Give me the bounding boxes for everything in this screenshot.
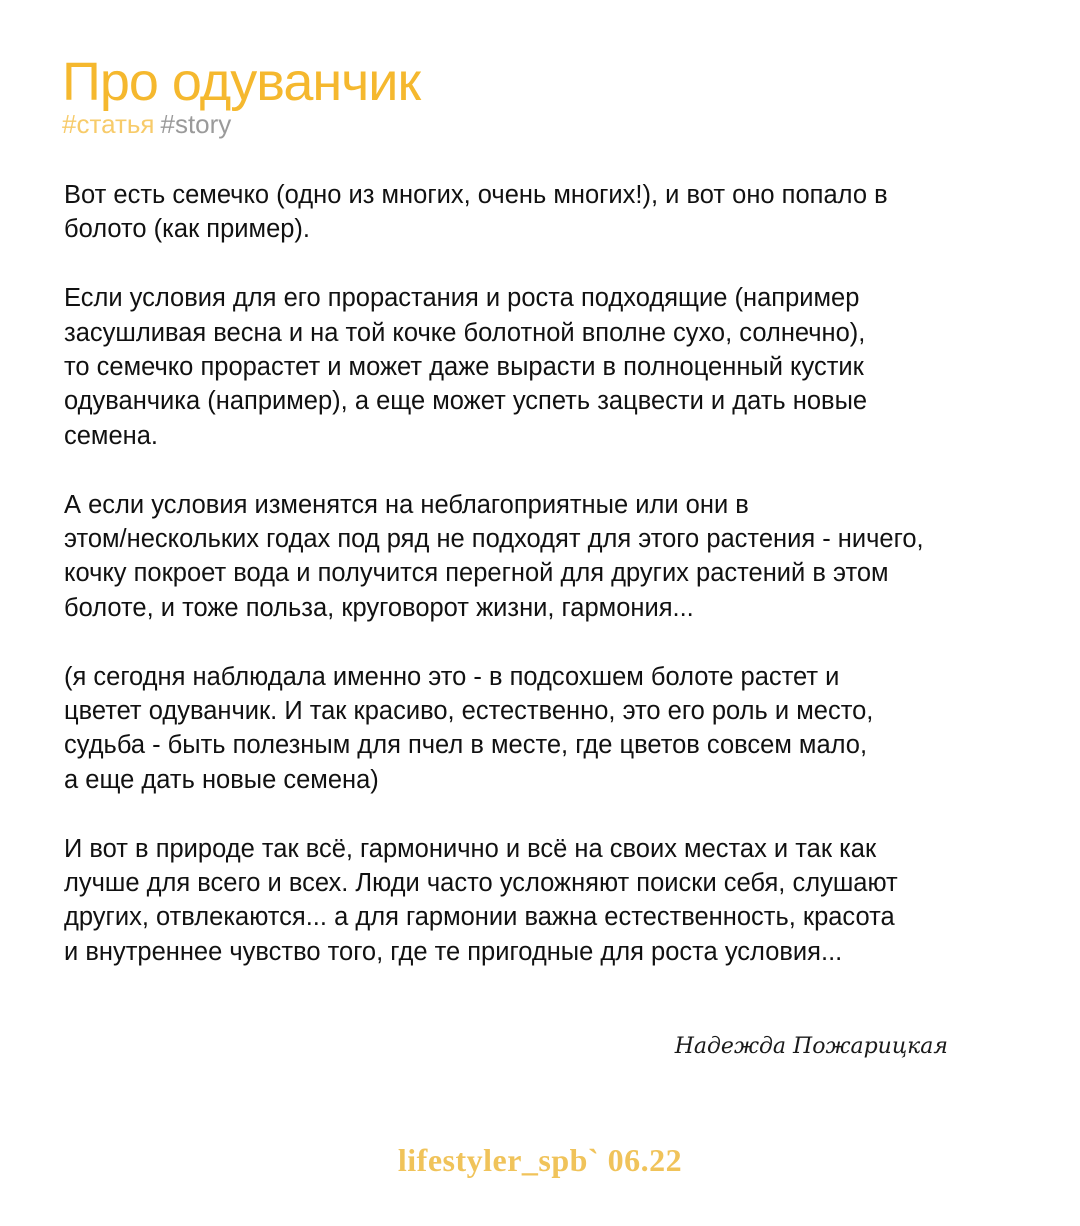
paragraph-3	[64, 488, 1034, 626]
text-line: судьба - быть полезным для пчел в месте, где цветов совсем мало,	[64, 731, 868, 760]
text-line: а еще дать новые семена)	[64, 765, 379, 794]
page-title: Про одуванчик	[62, 52, 421, 112]
text-line: И вот в природе так всё, гармонично и всё на своих местах и так как	[64, 834, 877, 863]
paragraph-2	[64, 281, 1034, 453]
text-line: лучше для всего и всех. Люди часто усложняют поиски себя, слушают	[64, 869, 898, 898]
text-line: кочку покроет вода и получится перегной для других растений в этом	[64, 559, 889, 588]
text-line: засушливая весна и на той кочке болотной вполне сухо, солнечно),	[64, 318, 866, 347]
text-line: (я сегодня наблюдала именно это - в подсохшем болоте растет и	[64, 662, 840, 691]
text-line: семена.	[64, 421, 158, 450]
text-line: и внутреннее чувство того, где те пригодные для роста условия...	[64, 937, 843, 966]
text-line: болото (как пример).	[64, 215, 311, 244]
tag-story[interactable]: #story	[160, 109, 232, 139]
paragraph-1	[64, 178, 1034, 247]
text-line: этом/нескольких годах под ряд не подходят для этого растения - ничего,	[64, 525, 924, 554]
text-line: болоте, и тоже польза, круговорот жизни, гармония...	[64, 593, 694, 622]
text-line: то семечко прорастет и может даже вырасти в полноценный кустик	[64, 353, 864, 382]
text-line: одуванчика (например), а еще может успеть зацвести и дать новые	[64, 387, 868, 416]
footer-brand: lifestyler_spb` 06.22	[397, 1142, 683, 1178]
text-line: Если условия для его прорастания и роста подходящие (например	[64, 284, 860, 313]
text-line: А если условия изменятся на неблагоприятные или они в	[64, 490, 749, 519]
text-line: Вот есть семечко (одно из многих, очень многих!), и вот оно попало в	[64, 181, 888, 209]
paragraph-5	[64, 832, 1034, 970]
article-body	[64, 178, 1034, 1004]
author-signature: Надежда Пожарицкая	[674, 1034, 948, 1059]
text-line: других, отвлекаются... а для гармонии важна естественность, красота	[64, 903, 895, 932]
tag-article[interactable]: #статья	[62, 109, 155, 139]
paragraph-4	[64, 660, 1034, 798]
tags	[62, 108, 231, 140]
text-line: цветет одуванчик. И так красиво, естественно, это его роль и место,	[64, 697, 874, 726]
